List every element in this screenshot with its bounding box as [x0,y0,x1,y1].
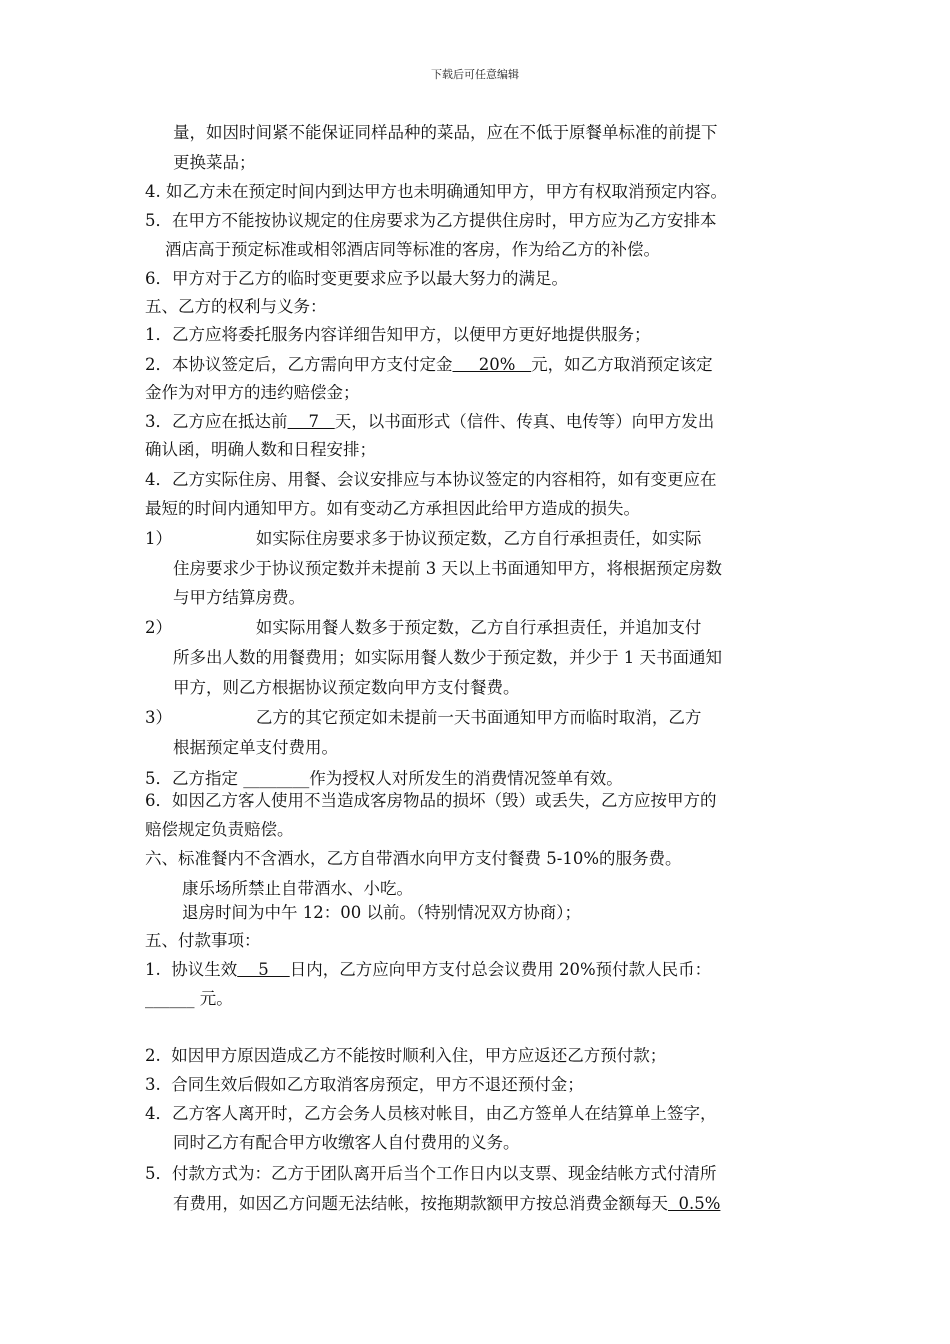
text-line: 5．在甲方不能按协议规定的住房要求为乙方提供住房时，甲方应为乙方安排本 [145,211,717,230]
text-line: 与甲方结算房费。 [173,588,305,607]
text-line: 2） 如实际用餐人数多于预定数，乙方自行承担责任，并追加支付 [145,618,702,637]
text-line: ______ 元。 [145,989,233,1008]
text-line: 同时乙方有配合甲方收缴客人自付费用的义务。 [173,1133,520,1152]
text-line: 所多出人数的用餐费用；如实际用餐人数少于预定数，并少于 1 天书面通知 [173,648,722,667]
page-header: 下载后可任意编辑 [431,68,519,81]
text-line: 有费用，如因乙方问题无法结帐，按拖期款额甲方按总消费金额每天 0.5% [173,1194,721,1213]
effective-days-blank: 5 [237,960,290,979]
text-line: 住房要求少于协议预定数并未提前 3 天以上书面通知甲方，将根据预定房数 [173,559,722,578]
text-line: 3. 合同生效后假如乙方取消客房预定，甲方不退还预付金； [145,1075,584,1094]
text-line: 1．乙方应将委托服务内容详细告知甲方，以便甲方更好地提供服务； [145,325,651,344]
text-line: 1. 协议生效 5 日内，乙方应向甲方支付总会议费用 20%预付款人民币： [145,960,712,979]
text-line: 4. 如乙方未在预定时间内到达甲方也未明确通知甲方，甲方有权取消预定内容。 [145,182,727,201]
days-blank: 7 [287,412,335,431]
text-line: 酒店高于预定标准或相邻酒店同等标准的客房，作为给乙方的补偿。 [165,240,660,259]
text-line: 康乐场所禁止自带酒水、小吃。 [182,879,413,898]
text-line: 2．本协议签定后，乙方需向甲方支付定金 20% 元，如乙方取消预定该定 [145,355,713,374]
text-line: 3．乙方应在抵达前 7 天，以书面形式（信件、传真、电传等）向甲方发出 [145,412,715,431]
text-line: 5．付款方式为：乙方于团队离开后当个工作日内以支票、现金结帐方式付清所 [145,1164,717,1183]
text-line: 2. 如因甲方原因造成乙方不能按时顺利入住，甲方应返还乙方预付款； [145,1046,667,1065]
text-line: 3） 乙方的其它预定如未提前一天书面通知甲方而临时取消，乙方 [145,708,702,727]
penalty-rate-blank: 0.5% [668,1194,721,1213]
text-line: 确认函，明确人数和日程安排； [145,440,376,459]
text-line: 6．如因乙方客人使用不当造成客房物品的损坏（毁）或丢失，乙方应按甲方的 [145,791,717,810]
text-line: 更换菜品； [173,153,256,172]
text-line: 赔偿规定负责赔偿。 [145,820,294,839]
text-line: 6．甲方对于乙方的临时变更要求应予以最大努力的满足。 [145,269,568,288]
section-heading: 六、标准餐内不含酒水，乙方自带酒水向甲方支付餐费 5-10%的服务费。 [145,849,682,868]
section-heading: 五、乙方的权利与义务： [145,297,327,316]
text-line: 5．乙方指定 ________作为授权人对所发生的消费情况签单有效。 [145,769,623,788]
section-heading: 五、付款事项： [145,931,261,950]
text-line: 退房时间为中午 12：00 以前。（特别情况双方协商）； [182,903,581,922]
text-line: 1） 如实际住房要求多于协议预定数，乙方自行承担责任，如实际 [145,529,702,548]
text-line: 4．乙方客人离开时，乙方会务人员核对帐目，由乙方签单人在结算单上签字， [145,1104,717,1123]
text-line: 根据预定单支付费用。 [173,738,338,757]
text-line: 量，如因时间紧不能保证同样品种的菜品，应在不低于原餐单标准的前提下 [173,123,718,142]
deposit-blank: 20% [452,355,532,374]
text-line: 4．乙方实际住房、用餐、会议安排应与本协议签定的内容相符，如有变更应在 [145,470,717,489]
text-line: 金作为对甲方的违约赔偿金； [145,383,360,402]
text-line: 甲方，则乙方根据协议预定数向甲方支付餐费。 [173,678,520,697]
text-line: 最短的时间内通知甲方。如有变动乙方承担因此给甲方造成的损失。 [145,499,640,518]
